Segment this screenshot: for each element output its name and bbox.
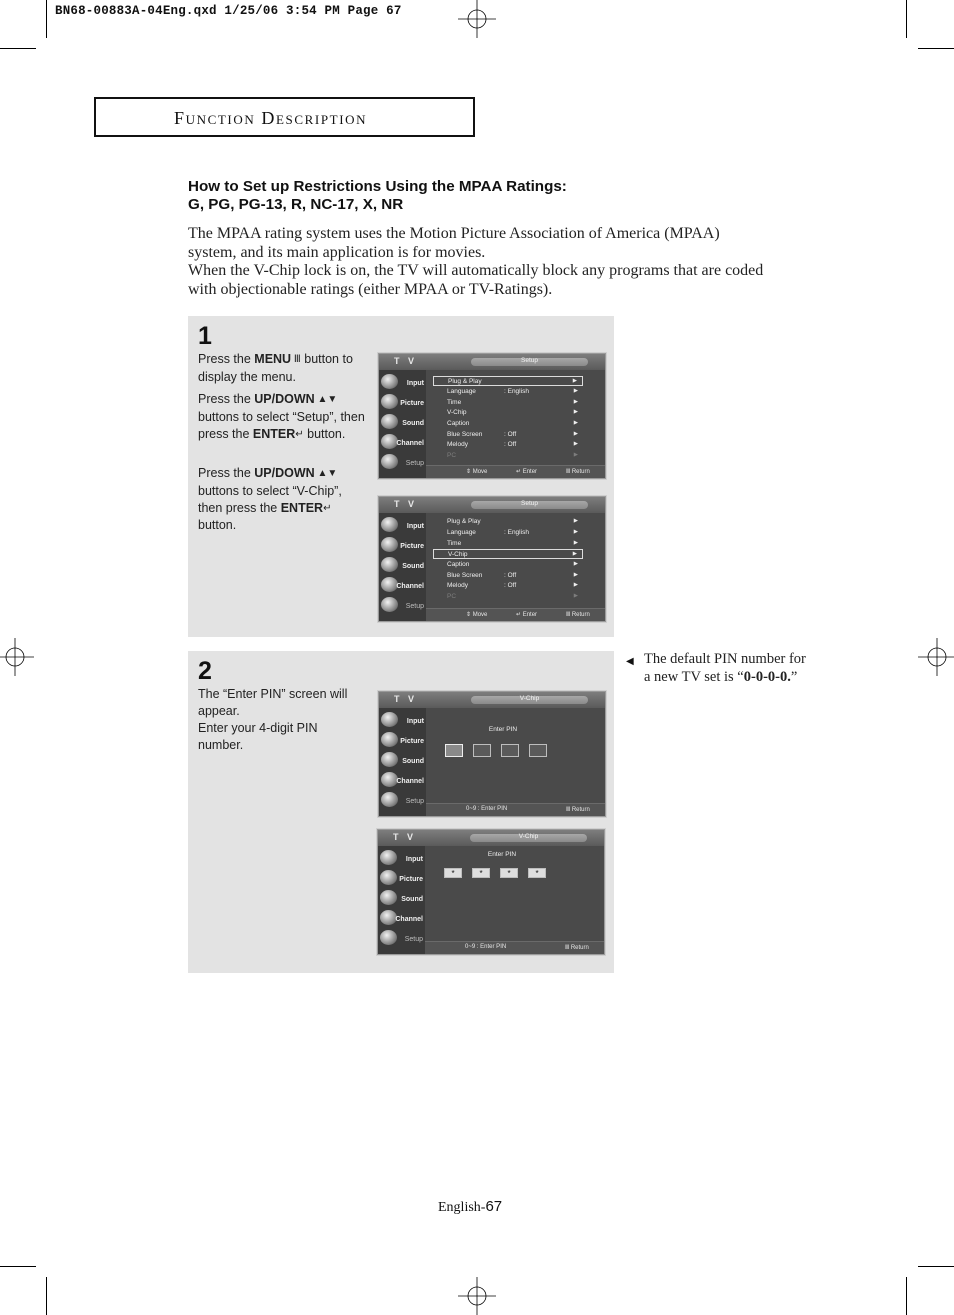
default-pin: 0-0-0-0.: [743, 669, 791, 685]
sidebar-item-setup: [379, 790, 426, 810]
menu-label: PC: [447, 452, 457, 459]
pin-digit-masked: *: [528, 868, 546, 878]
menu-item-melody: [433, 581, 583, 591]
setup-icon: [381, 597, 398, 612]
sidebar-label: Picture: [400, 543, 424, 550]
tv-enter-pin-masked-screen: [377, 829, 605, 955]
move-hint: ⇕ Move: [466, 612, 488, 618]
hint-label: Return: [571, 612, 590, 618]
sidebar-item-setup: [379, 595, 426, 615]
pin-digit-box: [501, 744, 519, 757]
menu-value: : Off: [504, 441, 517, 448]
tv-menu-screen-vchip-selected: [378, 496, 606, 622]
tv-sidebar: [379, 708, 426, 816]
arrow-right-icon: ▶: [573, 399, 578, 405]
menu-label: PC: [447, 593, 457, 600]
text: Press the: [198, 352, 255, 366]
up-down-key-label: UP/DOWN: [254, 466, 315, 480]
return-hint: Ⅲ Return: [566, 612, 590, 618]
menu-title: Setup: [521, 357, 538, 364]
setup-icon: [381, 792, 398, 807]
tv-brand: T V: [394, 356, 418, 366]
menu-label: Plug & Play: [448, 378, 482, 385]
text: Press the: [198, 466, 255, 480]
pin-digit-masked: *: [472, 868, 490, 878]
menu-label: Language: [447, 529, 476, 536]
step-number: 1: [198, 322, 212, 350]
enter-key-label: ENTER: [280, 500, 324, 515]
arrow-right-icon: ▶: [573, 540, 578, 546]
tv-menu-screen-setup: [378, 353, 606, 479]
tv-hint-bar: [425, 941, 604, 954]
input-icon: [381, 712, 398, 727]
text: button.: [303, 426, 346, 441]
tv-title-bar: [379, 692, 605, 708]
arrow-right-icon: ▶: [572, 551, 577, 557]
hint-label: Enter: [522, 469, 538, 475]
sound-icon: [381, 752, 398, 767]
input-icon: [381, 517, 398, 532]
menu-icon: Ⅲ: [291, 354, 301, 365]
triangle-left-icon: ◀: [626, 656, 634, 667]
step-1-instruction-1: [198, 351, 366, 386]
sidebar-item-channel: [379, 575, 426, 595]
note-text: [644, 650, 809, 686]
intro-paragraph-1: The MPAA rating system uses the Motion Picture Association of America (MPAA) system, and its main application is for movies.: [188, 225, 720, 261]
menu-title: V-Chip: [518, 833, 539, 840]
pin-digit-masked: *: [444, 868, 462, 878]
sidebar-item-input: [378, 848, 425, 868]
registration-mark-icon: [0, 638, 34, 676]
step-1-instruction-2: [198, 391, 366, 443]
picture-icon: [381, 537, 398, 552]
sidebar-item-picture: [379, 392, 426, 412]
menu-label: Plug & Play: [447, 518, 481, 525]
pin-hint: 0~9 : Enter PIN: [465, 944, 507, 950]
crop-mark: [906, 1277, 907, 1315]
sidebar-item-channel: [378, 908, 425, 928]
text: buttons to select “V-Chip”, then press the: [198, 483, 342, 515]
sound-icon: [381, 414, 398, 429]
text: The default PIN number for a new TV set is “: [644, 651, 806, 685]
registration-mark-icon: [458, 1277, 496, 1315]
sidebar-item-setup: [378, 928, 425, 948]
enter-pin-label: Enter PIN: [488, 726, 518, 733]
picture-icon: [380, 870, 397, 885]
step-1-panel: [188, 316, 614, 637]
pin-digit-box: [473, 744, 491, 757]
tv-enter-pin-screen: [378, 691, 606, 817]
tv-sidebar: [379, 370, 426, 478]
menu-item-time: [433, 539, 583, 549]
tv-brand: T V: [394, 694, 418, 704]
hint-label: Move: [472, 469, 488, 475]
sidebar-label: Channel: [396, 778, 424, 785]
menu-label: Blue Screen: [447, 431, 483, 438]
text: Press the: [198, 392, 255, 406]
menu-item-pc: [433, 592, 583, 602]
input-icon: [380, 850, 397, 865]
pin-digit-box: [445, 744, 463, 757]
arrow-right-icon: ▶: [573, 452, 578, 458]
sidebar-item-channel: [379, 770, 426, 790]
arrow-right-icon: ▶: [573, 593, 578, 599]
arrow-right-icon: ▶: [573, 561, 578, 567]
page-heading: [188, 178, 748, 214]
menu-title-pill: [470, 834, 587, 842]
menu-item-language: [433, 387, 583, 397]
crop-mark: [46, 1277, 47, 1315]
crop-mark: [0, 48, 36, 49]
up-down-arrows-icon: ▲▼: [314, 394, 338, 405]
return-hint: Ⅲ Return: [566, 807, 590, 813]
pin-digit-box: [529, 744, 547, 757]
sidebar-item-sound: [379, 555, 426, 575]
enter-icon: ↵: [295, 428, 304, 440]
menu-title-pill: [471, 358, 588, 366]
menu-item-plug-play: [433, 517, 583, 527]
sound-icon: [380, 890, 397, 905]
sidebar-item-input: [379, 515, 426, 535]
tv-hint-bar: [426, 465, 605, 478]
sidebar-item-picture: [379, 535, 426, 555]
sidebar-label: Input: [406, 718, 424, 725]
menu-label: Time: [447, 540, 462, 547]
sidebar-label: Picture: [400, 738, 424, 745]
hint-label: Return: [571, 469, 590, 475]
menu-item-plug-play: [433, 376, 583, 386]
menu-title-pill: [471, 696, 588, 704]
menu-label: Language: [447, 388, 476, 395]
up-down-key-label: UP/DOWN: [254, 392, 315, 406]
arrow-right-icon: ▶: [572, 378, 577, 384]
return-hint: Ⅲ Return: [565, 945, 589, 951]
arrow-right-icon: ▶: [573, 582, 578, 588]
crop-mark: [0, 1266, 36, 1267]
sidebar-item-setup: [379, 452, 426, 472]
menu-label: Caption: [447, 561, 470, 568]
tv-hint-bar: [426, 803, 605, 816]
heading-line-2: G, PG, PG-13, R, NC-17, X, NR: [188, 196, 404, 213]
menu-item-caption: [433, 560, 583, 570]
menu-value: : Off: [504, 572, 517, 579]
menu-item-language: [433, 528, 583, 538]
pin-digit-masked: *: [500, 868, 518, 878]
sidebar-label: Setup: [404, 936, 423, 943]
tv-hint-bar: [426, 608, 605, 621]
heading-line-1: How to Set up Restrictions Using the MPAA Ratings:: [188, 178, 567, 195]
sidebar-label: Setup: [405, 603, 424, 610]
menu-item-vchip: [433, 408, 583, 418]
menu-value: : Off: [504, 582, 517, 589]
sidebar-item-picture: [378, 868, 425, 888]
tv-sidebar: [379, 513, 426, 621]
sidebar-label: Picture: [400, 400, 424, 407]
menu-label: Caption: [447, 420, 470, 427]
footer-language: English-: [438, 1200, 486, 1215]
picture-icon: [381, 732, 398, 747]
sidebar-label: Input: [406, 523, 424, 530]
menu-title-pill: [471, 501, 588, 509]
arrow-right-icon: ▶: [573, 431, 578, 437]
arrow-right-icon: ▶: [573, 441, 578, 447]
sidebar-item-sound: [378, 888, 425, 908]
text: button to display the menu.: [198, 352, 353, 384]
menu-item-vchip: [433, 549, 583, 559]
picture-icon: [381, 394, 398, 409]
tv-brand: T V: [394, 499, 418, 509]
sidebar-label: Sound: [401, 896, 423, 903]
arrow-right-icon: ▶: [573, 388, 578, 394]
page-footer: [438, 1198, 502, 1216]
intro-paragraph-2: When the V-Chip lock is on, the TV will automatically block any programs that are coded with objectionable ratings (either MPAA or TV-Ratings).: [188, 262, 764, 298]
crop-mark: [906, 0, 907, 38]
menu-title: Setup: [521, 500, 538, 507]
registration-mark-icon: [918, 638, 954, 676]
tv-title-bar: [379, 497, 605, 513]
sidebar-label: Channel: [396, 583, 424, 590]
enter-icon: ↵: [323, 502, 332, 514]
move-hint: ⇕ Move: [466, 469, 488, 475]
menu-label: Melody: [447, 441, 468, 448]
menu-item-time: [433, 398, 583, 408]
sidebar-label: Sound: [402, 758, 424, 765]
step-number: 2: [198, 657, 212, 685]
sound-icon: [381, 557, 398, 572]
menu-label: Melody: [447, 582, 468, 589]
sidebar-item-picture: [379, 730, 426, 750]
menu-value: : Off: [504, 431, 517, 438]
arrow-right-icon: ▶: [573, 572, 578, 578]
sidebar-item-input: [379, 372, 426, 392]
enter-key-label: ENTER: [252, 426, 296, 441]
pin-hint: 0~9 : Enter PIN: [466, 806, 508, 812]
arrow-right-icon: ▶: [573, 518, 578, 524]
menu-value: : English: [504, 388, 529, 395]
intro-text: [188, 225, 768, 299]
input-icon: [381, 374, 398, 389]
sidebar-label: Sound: [402, 563, 424, 570]
sidebar-item-input: [379, 710, 426, 730]
text: button.: [198, 518, 237, 533]
text: ”: [790, 669, 798, 685]
step-1-instruction-3: [198, 465, 366, 534]
sidebar-label: Input: [405, 856, 423, 863]
menu-label: Time: [447, 399, 462, 406]
menu-item-melody: [433, 440, 583, 450]
registration-mark-icon: [458, 0, 496, 38]
hint-label: Move: [472, 612, 488, 618]
enter-hint: ↵ Enter: [516, 469, 538, 475]
menu-item-caption: [433, 419, 583, 429]
menu-label: Blue Screen: [447, 572, 483, 579]
sidebar-label: Picture: [399, 876, 423, 883]
hint-label: Return: [570, 945, 589, 951]
section-title: Function Description: [174, 108, 368, 128]
menu-label: V-Chip: [447, 409, 467, 416]
menu-item-blue-screen: [433, 430, 583, 440]
text: buttons to select “Setup”, then press the: [198, 409, 365, 441]
enter-pin-label: Enter PIN: [487, 851, 517, 858]
tv-sidebar: [378, 846, 425, 954]
sidebar-label: Channel: [395, 916, 423, 923]
crop-mark: [918, 48, 954, 49]
return-hint: Ⅲ Return: [566, 469, 590, 475]
sidebar-item-channel: [379, 432, 426, 452]
menu-item-blue-screen: [433, 571, 583, 581]
print-slug: BN68-00883A-04Eng.qxd 1/25/06 3:54 PM Page 67: [55, 4, 402, 18]
hint-label: Enter: [522, 612, 538, 618]
sidebar-item-sound: [379, 412, 426, 432]
page-number: 67: [485, 1198, 503, 1215]
sidebar-item-sound: [379, 750, 426, 770]
arrow-right-icon: ▶: [573, 420, 578, 426]
up-down-arrows-icon: ▲▼: [314, 468, 338, 479]
sidebar-label: Setup: [405, 798, 424, 805]
sidebar-label: Input: [406, 380, 424, 387]
sidebar-label: Setup: [405, 460, 424, 467]
arrow-right-icon: ▶: [573, 529, 578, 535]
enter-hint: ↵ Enter: [516, 612, 538, 618]
menu-item-pc: [433, 451, 583, 461]
sidebar-label: Sound: [402, 420, 424, 427]
sidebar-label: Channel: [396, 440, 424, 447]
section-header: [94, 97, 475, 137]
tv-brand: T V: [393, 832, 417, 842]
crop-mark: [46, 0, 47, 38]
menu-value: : English: [504, 529, 529, 536]
setup-icon: [381, 454, 398, 469]
step-2-panel: [188, 651, 614, 973]
tv-title-bar: [379, 354, 605, 370]
step-2-instruction-2: Enter your 4-digit PIN number.: [198, 721, 318, 752]
hint-label: Return: [571, 807, 590, 813]
arrow-right-icon: ▶: [573, 409, 578, 415]
menu-title: V-Chip: [519, 695, 540, 702]
crop-mark: [918, 1266, 954, 1267]
step-2-instruction-1: The “Enter PIN” screen will appear.: [198, 687, 348, 718]
menu-label: V-Chip: [448, 551, 468, 558]
tv-title-bar: [378, 830, 604, 846]
menu-key-label: MENU: [254, 352, 292, 366]
setup-icon: [380, 930, 397, 945]
